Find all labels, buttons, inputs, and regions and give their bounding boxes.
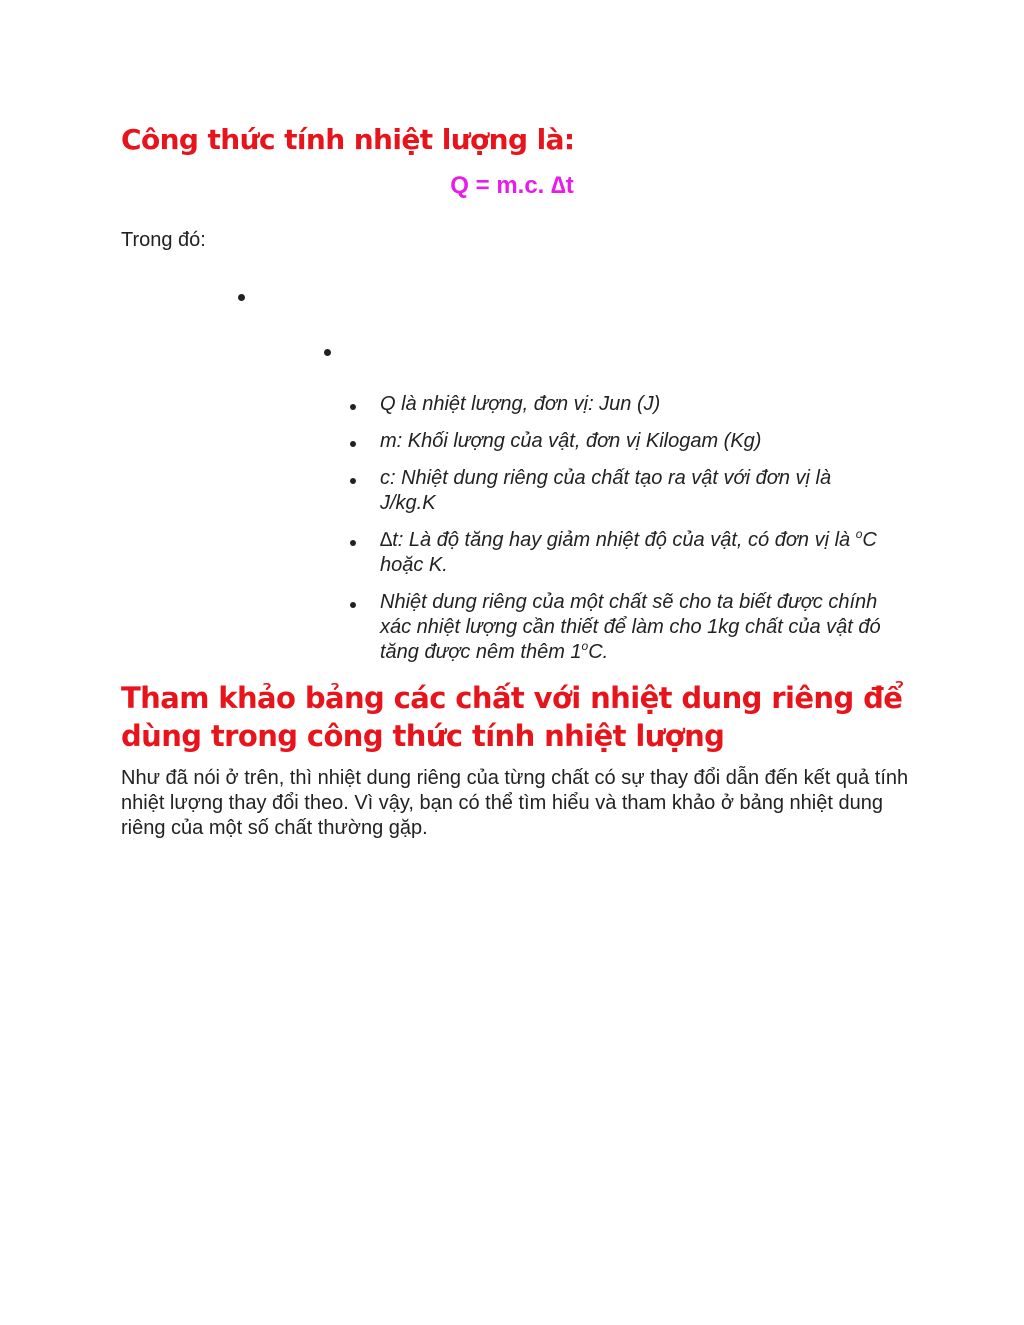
list-item-text: ∆t: Là độ tăng hay giảm nhiệt độ của vật, có đơn vị là: [380, 529, 856, 551]
where-label: Trong đó:: [121, 229, 206, 251]
bullet-icon: [350, 478, 356, 484]
formula: [0, 170, 1024, 202]
empty-bullet-level1: [238, 294, 245, 301]
list-item: [345, 466, 890, 516]
section-heading-reference: Tham khảo bảng các chất với nhiệt dung riêng để dùng trong công thức tính nhiệt lượng: [121, 681, 903, 753]
section-heading-formula: Công thức tính nhiệt lượng là:: [121, 123, 575, 156]
degree-sup: o: [581, 639, 589, 653]
formula-text: Q = m.c. ∆t: [450, 172, 574, 199]
bullet-icon: [350, 602, 356, 608]
list-item-text: m: Khối lượng của vật, đơn vị Kilogam (Kg): [380, 430, 762, 452]
list-item-text: Q là nhiệt lượng, đơn vị: Jun (J): [380, 393, 661, 415]
list-item: [345, 392, 890, 417]
bullet-icon: [350, 441, 356, 447]
empty-bullet-level2: [324, 349, 331, 356]
list-item-text-end: C.: [588, 641, 609, 663]
list-item: [345, 429, 890, 454]
degree-sup: o: [855, 527, 863, 541]
bullet-icon: [350, 404, 356, 410]
bullet-icon: [350, 540, 356, 546]
list-item-text-end: C hoặc K.: [380, 529, 877, 576]
list-item: [345, 528, 890, 578]
list-item: [345, 590, 890, 665]
list-item-text: Nhiệt dung riêng của một chất sẽ cho ta biết được chính xác nhiệt lượng cần thiết để làm cho 1kg chất của vật đó tăng được nêm thêm 1: [380, 591, 881, 663]
list-item-text: c: Nhiệt dung riêng của chất tạo ra vật với đơn vị là J/kg.K: [380, 467, 832, 514]
intro-paragraph: Như đã nói ở trên, thì nhiệt dung riêng của từng chất có sự thay đổi dẫn đến kết quả tính nhiệt lượng thay đổi theo. Vì vậy, bạn có thể tìm hiểu và tham khảo ở bảng nhiệt dung riêng của một số chất thường gặp.: [121, 767, 909, 839]
definitions-list: [345, 392, 890, 677]
